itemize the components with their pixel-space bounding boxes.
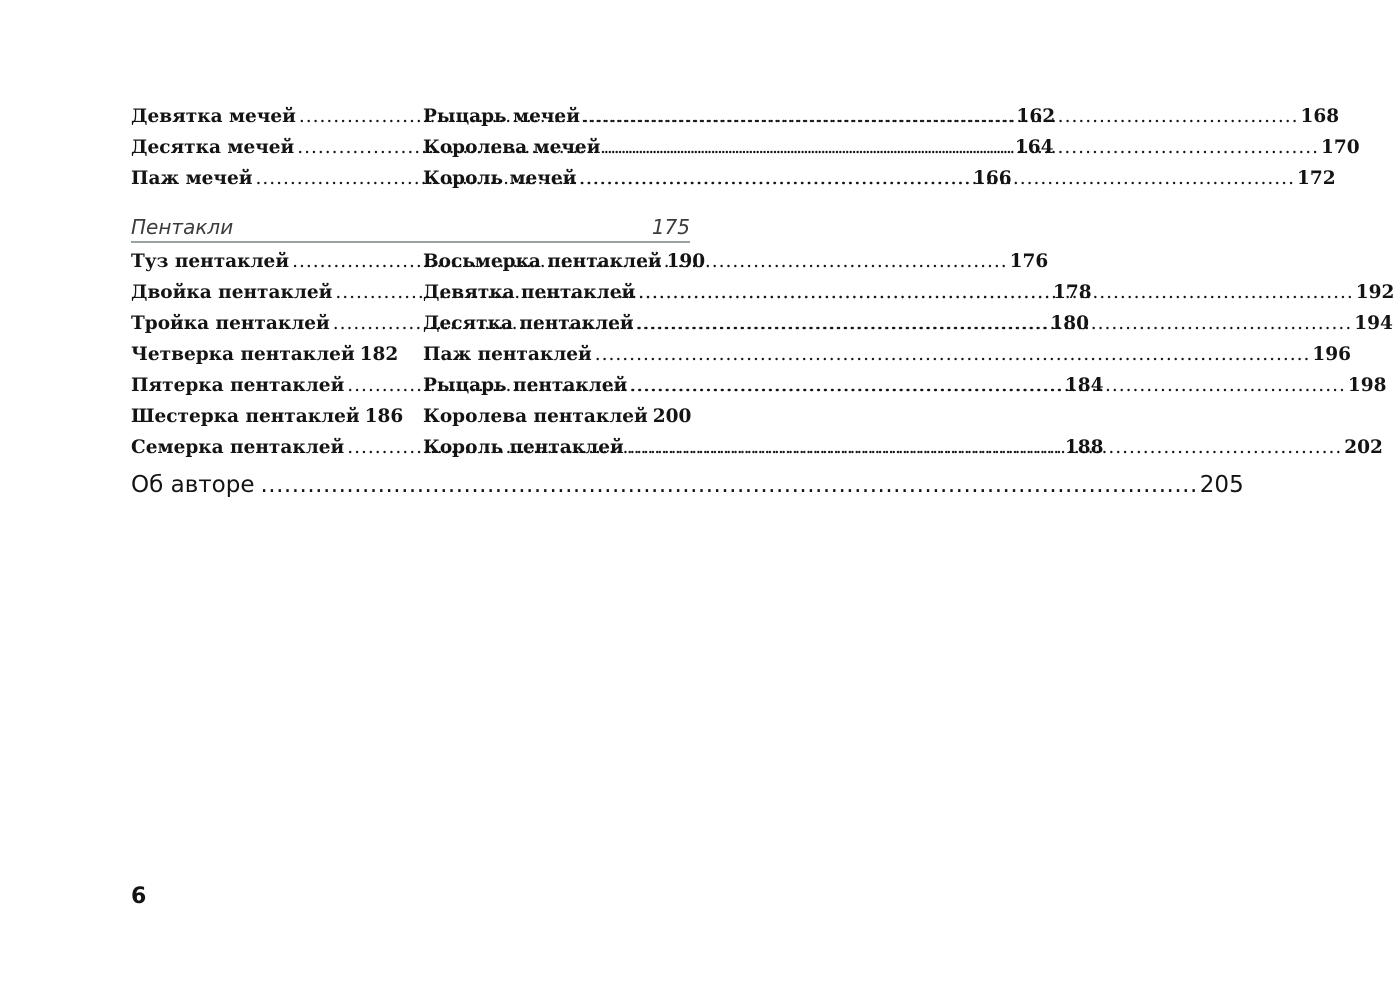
section-page: 175 [651, 215, 690, 239]
entry-page: 178 [1052, 282, 1092, 303]
dot-leader [583, 106, 1299, 127]
dot-leader [630, 375, 1346, 396]
entry-label: Король пентаклей [423, 437, 624, 458]
entry-label: Четверка пентаклей [131, 344, 355, 365]
toc-entry[interactable] [131, 344, 398, 375]
entry-label: Король мечей [423, 168, 577, 189]
entry-label: Десятка пентаклей [423, 313, 634, 334]
entry-label: Семерка пентаклей [131, 437, 345, 458]
toc-entry[interactable] [131, 406, 404, 437]
entry-label: Девятка мечей [131, 106, 296, 127]
about-label: Об авторе [131, 472, 255, 498]
entry-page: 186 [364, 406, 404, 427]
swords-entries [131, 106, 1360, 199]
entry-label: Туз пентаклей [131, 251, 290, 272]
entry-page: 190 [666, 251, 706, 272]
entry-page: 188 [1064, 437, 1104, 458]
entry-page: 180 [1050, 313, 1089, 334]
entry-page: 172 [1296, 168, 1336, 189]
dot-leader [627, 437, 1343, 458]
entry-label: Паж пентаклей [423, 344, 592, 365]
entry-label: Шестерка пентаклей [131, 406, 360, 427]
entry-page: 194 [1354, 313, 1393, 334]
dot-leader [595, 344, 1311, 365]
entry-page: 164 [1014, 137, 1054, 158]
entry-page: 196 [1312, 344, 1351, 365]
entry-page: 200 [652, 406, 692, 427]
entry-label: Паж мечей [131, 168, 253, 189]
entry-label: Рыцарь пентаклей [423, 375, 628, 396]
entry-page: 202 [1344, 437, 1383, 458]
section-heading[interactable] [131, 211, 690, 243]
entry-page: 192 [1355, 282, 1394, 303]
dot-leader [638, 282, 1354, 303]
pentacles-entries [131, 251, 1394, 468]
entry-page: 182 [359, 344, 399, 365]
entry-label: Девятка пентаклей [423, 282, 636, 303]
entry-label: Десятка мечей [131, 137, 295, 158]
toc-entry[interactable] [423, 344, 1351, 375]
entry-page: 162 [1016, 106, 1056, 127]
page-number: 6 [131, 884, 147, 909]
entry-label: Пятерка пентаклей [131, 375, 345, 396]
section-title: Пентакли [131, 215, 234, 239]
entry-page: 168 [1300, 106, 1340, 127]
entry-label: Королева пентаклей [423, 406, 648, 427]
dot-leader [260, 472, 1197, 498]
entry-page: 170 [1321, 137, 1360, 158]
entry-page: 176 [1009, 251, 1049, 272]
table-of-contents [131, 106, 1394, 498]
dot-leader [637, 313, 1353, 334]
about-author-entry[interactable] [131, 472, 1244, 498]
entry-label: Рыцарь мечей [423, 106, 580, 127]
entry-label: Двойка пентаклей [131, 282, 333, 303]
entry-label: Тройка пентаклей [131, 313, 330, 334]
entry-label: Восьмерка пентаклей [423, 251, 662, 272]
entry-label: Королева мечей [423, 137, 601, 158]
entry-page: 198 [1347, 375, 1387, 396]
entry-page: 166 [973, 168, 1012, 189]
dot-leader [603, 137, 1319, 158]
toc-entry[interactable] [423, 406, 690, 437]
toc-entry[interactable] [423, 251, 706, 282]
about-page: 205 [1199, 472, 1244, 498]
dot-leader [579, 168, 1295, 189]
entry-page: 184 [1064, 375, 1104, 396]
